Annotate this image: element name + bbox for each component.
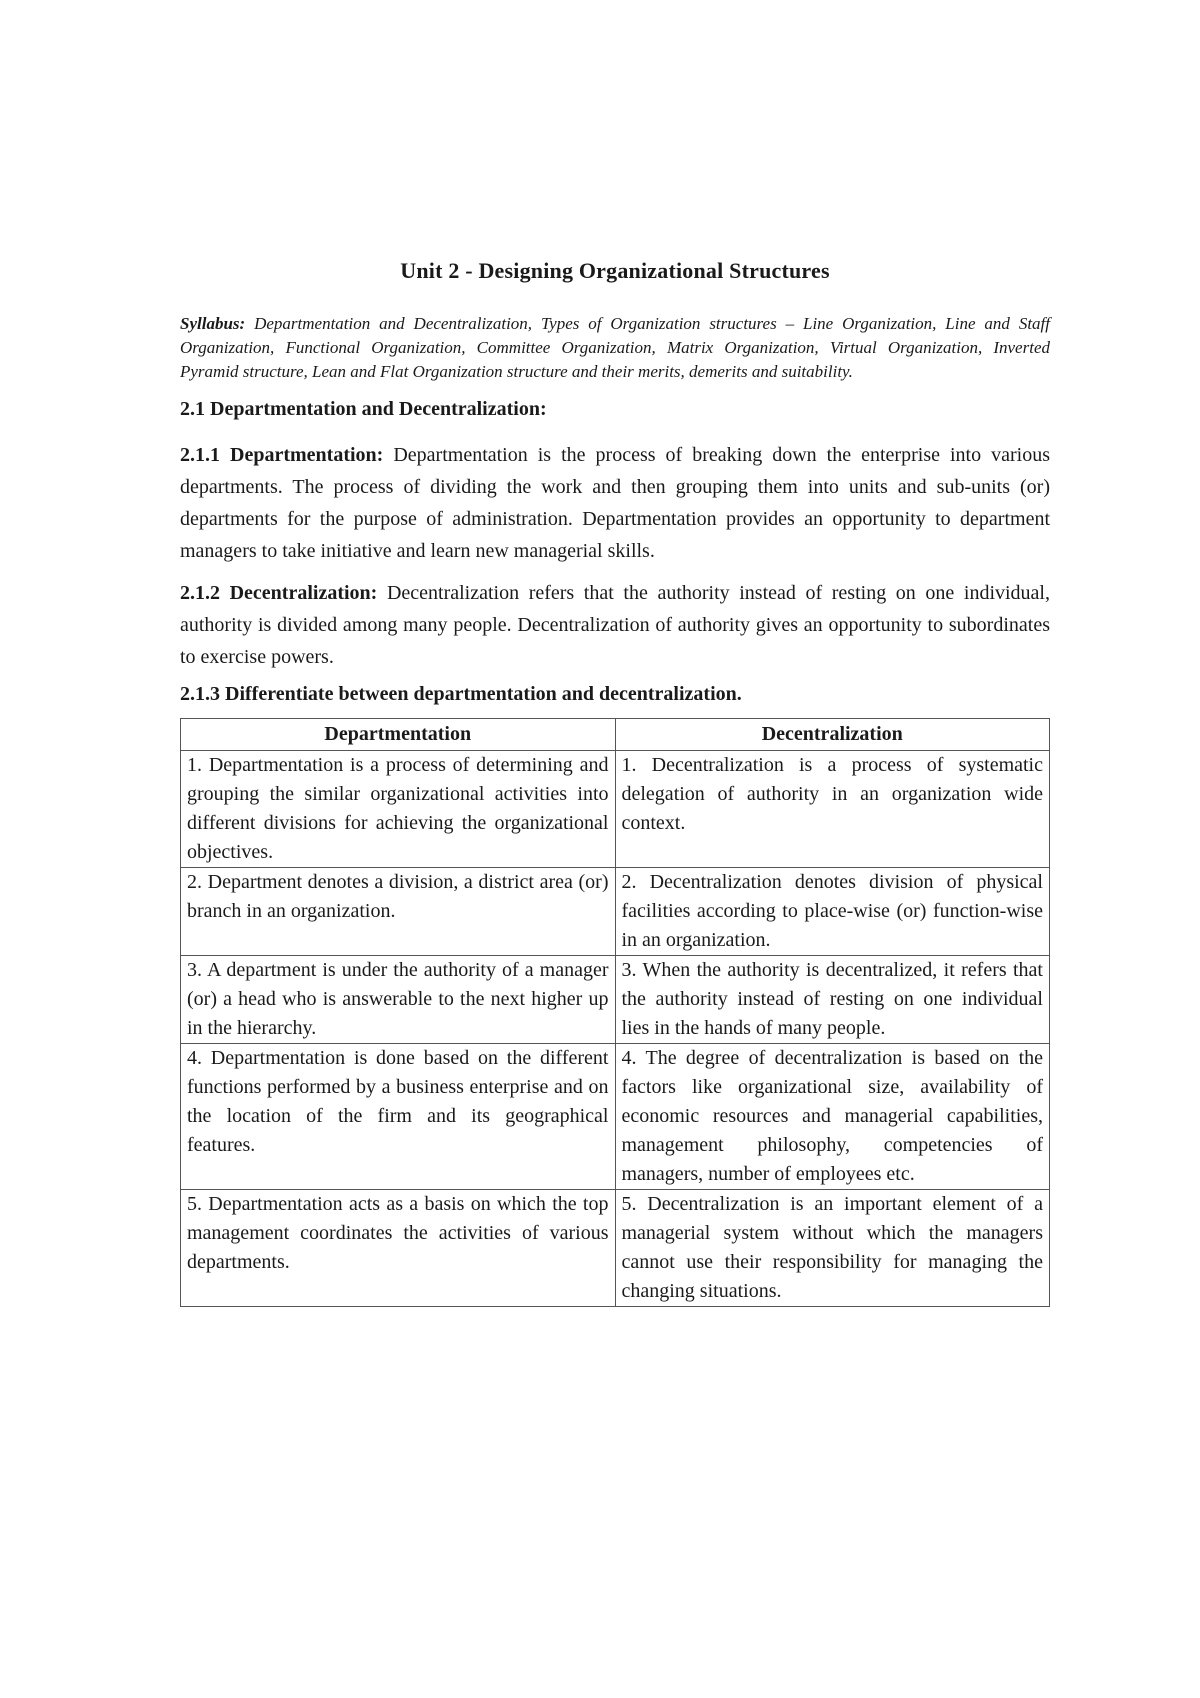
table-header-row bbox=[181, 719, 1050, 751]
table-cell: 2. Decentralization denotes division of physical facilities according to place-wise (or) function-wise in an organization. bbox=[615, 868, 1050, 956]
decentralization-text: Decentralization refers that the authority instead of resting on one individual, authority is divided among many people. Decentralization of authority gives an opportunity to subordinates to exercise powers. bbox=[180, 582, 1050, 668]
table-header-departmentation: Departmentation bbox=[181, 719, 616, 751]
table-cell: 4. Departmentation is done based on the different functions performed by a business enterprise and on the location of the firm and its geographical features. bbox=[181, 1044, 616, 1190]
table-row bbox=[181, 1044, 1050, 1190]
table-cell: 2. Department denotes a division, a district area (or) branch in an organization. bbox=[181, 868, 616, 956]
table-header-decentralization: Decentralization bbox=[615, 719, 1050, 751]
table-cell: 3. When the authority is decentralized, it refers that the authority instead of resting on one individual lies in the hands of many people. bbox=[615, 956, 1050, 1044]
table-cell: 1. Decentralization is a process of systematic delegation of authority in an organization wide context. bbox=[615, 751, 1050, 868]
table-row bbox=[181, 868, 1050, 956]
table-cell: 5. Decentralization is an important element of a managerial system without which the managers cannot use their responsibility for managing the changing situations. bbox=[615, 1190, 1050, 1307]
comparison-table bbox=[180, 718, 1050, 1307]
page-title: Unit 2 - Designing Organizational Structures bbox=[400, 258, 830, 283]
decentralization-paragraph bbox=[180, 577, 1050, 673]
syllabus-text: Departmentation and Decentralization, Types of Organization structures – Line Organization, Line and Staff Organization, Functional Organization, Committee Organization, Matrix Organization, Virtual Organization, Inverted Pyramid structure, Lean and Flat Organization structure and their merits, demerits and suitability. bbox=[180, 314, 1050, 381]
table-cell: 3. A department is under the authority of a manager (or) a head who is answerable to the next higher up in the hierarchy. bbox=[181, 956, 616, 1044]
section-2-1-3-heading: 2.1.3 Differentiate between departmentation and decentralization. bbox=[180, 683, 742, 705]
table-cell: 4. The degree of decentralization is based on the factors like organizational size, availability of economic resources and managerial capabilities, management philosophy, competencies of managers, number of employees etc. bbox=[615, 1044, 1050, 1190]
document-page bbox=[180, 258, 1050, 1307]
departmentation-lead: 2.1.1 Departmentation: bbox=[180, 444, 384, 466]
departmentation-text: Departmentation is the process of breaking down the enterprise into various departments. The process of dividing the work and then grouping them into units and sub-units (or) departments for the purpose of administration. Departmentation provides an opportunity to department managers to take initiative and learn new managerial skills. bbox=[180, 444, 1050, 562]
table-row bbox=[181, 956, 1050, 1044]
syllabus bbox=[180, 312, 1050, 384]
section-2-1-heading: 2.1 Departmentation and Decentralization: bbox=[180, 398, 547, 420]
table-row bbox=[181, 751, 1050, 868]
table-cell: 1. Departmentation is a process of determining and grouping the similar organizational activities into different divisions for achieving the organizational objectives. bbox=[181, 751, 616, 868]
syllabus-label: Syllabus: bbox=[180, 314, 246, 333]
table-cell: 5. Departmentation acts as a basis on which the top management coordinates the activities of various departments. bbox=[181, 1190, 616, 1307]
decentralization-lead: 2.1.2 Decentralization: bbox=[180, 582, 378, 604]
table-row bbox=[181, 1190, 1050, 1307]
departmentation-paragraph bbox=[180, 439, 1050, 567]
